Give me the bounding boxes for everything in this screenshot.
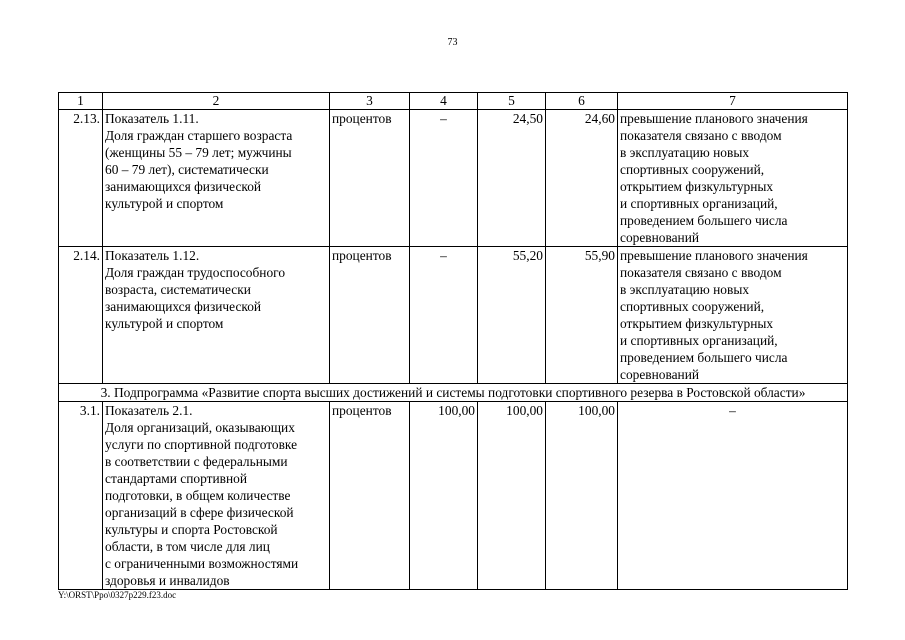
table-header-row	[59, 93, 848, 110]
results-table	[58, 92, 848, 590]
table-row	[59, 402, 848, 590]
section-row	[59, 384, 848, 402]
header-cell: 6	[546, 93, 618, 110]
header-cell: 5	[478, 93, 546, 110]
header-cell: 3	[330, 93, 410, 110]
indicator-description: Показатель 2.1. Доля организаций, оказывающих услуги по спортивной подготовке в соответствии с федеральными стандартами спортивной подготовки, в общем количестве организаций в сфере физической культуры и спорта Ростовской области, в том числе для лиц с ограниченными возможностями здоровья и инвалидов	[103, 402, 330, 590]
header-cell: 1	[59, 93, 103, 110]
header-cell: 4	[410, 93, 478, 110]
value-cell: 100,00	[410, 402, 478, 590]
table-row	[59, 110, 848, 247]
comment-cell: превышение планового значения показателя связано с вводом в эксплуатацию новых спортивных сооружений, открытием физкультурных и спортивных организаций, проведением большего числа соревнований	[618, 247, 848, 384]
table-row	[59, 247, 848, 384]
unit-cell: процентов	[330, 247, 410, 384]
value-cell: 100,00	[478, 402, 546, 590]
row-number: 3.1.	[59, 402, 103, 590]
indicator-description: Показатель 1.12. Доля граждан трудоспособного возраста, систематически занимающихся физической культурой и спортом	[103, 247, 330, 384]
indicator-description: Показатель 1.11. Доля граждан старшего возраста (женщины 55 – 79 лет; мужчины 60 – 79 лет), систематически занимающихся физической культурой и спортом	[103, 110, 330, 247]
unit-cell: процентов	[330, 110, 410, 247]
comment-cell: –	[618, 402, 848, 590]
value-cell: 55,20	[478, 247, 546, 384]
file-path-footer: Y:\ORST\Ppo\0327p229.f23.doc	[58, 590, 177, 600]
page-number: 73	[447, 37, 458, 48]
row-number: 2.13.	[59, 110, 103, 247]
value-cell: 100,00	[546, 402, 618, 590]
value-cell: –	[410, 247, 478, 384]
value-cell: 24,60	[546, 110, 618, 247]
section-title: 3. Подпрограмма «Развитие спорта высших достижений и системы подготовки спортивного резерва в Ростовской области»	[59, 384, 848, 402]
row-number: 2.14.	[59, 247, 103, 384]
value-cell: –	[410, 110, 478, 247]
header-cell: 7	[618, 93, 848, 110]
value-cell: 24,50	[478, 110, 546, 247]
comment-cell: превышение планового значения показателя связано с вводом в эксплуатацию новых спортивных сооружений, открытием физкультурных и спортивных организаций, проведением большего числа соревнований	[618, 110, 848, 247]
unit-cell: процентов	[330, 402, 410, 590]
header-cell: 2	[103, 93, 330, 110]
value-cell: 55,90	[546, 247, 618, 384]
